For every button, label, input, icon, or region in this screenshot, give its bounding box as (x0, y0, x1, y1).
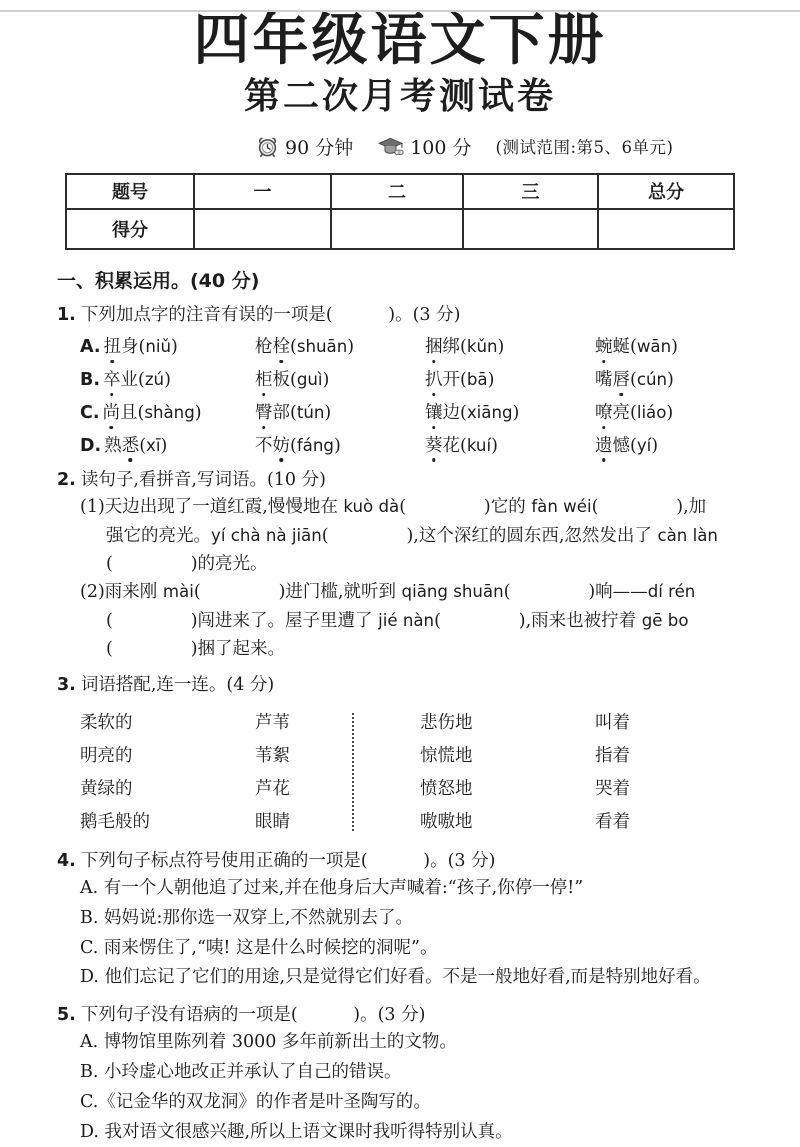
score-cell-empty (598, 209, 734, 249)
sub-item-label: (2) (80, 582, 105, 603)
pinyin-word: 嘴唇(cún) (595, 370, 674, 391)
match-word: 看着 (595, 811, 630, 832)
match-word: 嗷嗷地 (420, 811, 473, 832)
pinyin-option-row (80, 436, 748, 458)
option-line: C.《记金华的双龙洞》的作者是叶圣陶写的。 (80, 1091, 431, 1112)
match-word: 鹅毛般的 (80, 811, 150, 832)
pinyin-word: 镶边(xiāng) (425, 403, 520, 424)
duration-item (256, 133, 353, 160)
score-table (65, 173, 735, 250)
question-1 (57, 303, 748, 458)
match-word: 指着 (595, 745, 630, 766)
pinyin-word: 遗憾(yí) (595, 435, 659, 456)
pinyin-word: 不妨(fáng) (255, 435, 341, 456)
question-stem-text: 下列加点字的注音有误的一项是( )。(3 分) (80, 304, 461, 325)
option-line: B. 妈妈说:那你选一双穿上,不然就别去了。 (80, 907, 413, 928)
pinyin-word: 蜿蜒(wān) (595, 337, 678, 358)
pinyin-option-row (80, 337, 748, 359)
option-line: B. 小玲虚心地改正并承认了自己的错误。 (80, 1062, 402, 1083)
q5-options (57, 1028, 748, 1147)
option-line: D. 他们忘记了它们的用途,只是觉得它们好看。不是一般地好看,而是特别地好看。 (80, 967, 711, 988)
sub-item-label: (1) (80, 497, 105, 518)
match-word: 芦苇 (255, 712, 290, 733)
test-scope-label: (测试范围:第5、6单元) (495, 138, 674, 158)
question-5 (57, 1003, 748, 1147)
question-number: 5. (57, 1005, 76, 1026)
match-word: 明亮的 (80, 745, 133, 766)
pinyin-word: A. 扭身(niǔ) (80, 337, 178, 358)
score-header-part3: 三 (463, 174, 598, 209)
pinyin-word: 捆绑(kǔn) (425, 337, 505, 358)
question-4 (57, 849, 748, 993)
score-cell-empty (331, 209, 463, 249)
match-word: 惊慌地 (420, 745, 473, 766)
pinyin-word: 扒开(bā) (425, 370, 495, 391)
question-stem (57, 1003, 748, 1028)
match-word: 愤怒地 (420, 778, 473, 799)
pinyin-word: 枪栓(shuān) (255, 337, 355, 358)
match-word: 苇絮 (255, 745, 290, 766)
total-score-item (377, 133, 471, 160)
pinyin-word: D. 熟悉(xī) (80, 435, 168, 456)
pinyin-sentence-line: 强它的亮光。yí chà nà jiān( ),这个深红的圆东西,忽然发出了 càn làn (106, 525, 718, 546)
dotted-divider (352, 713, 354, 831)
pinyin-word: C. 尚且(shàng) (80, 403, 202, 424)
pinyin-sentence-line: (1)天边出现了一道红霞,慢慢地在 kuò dà( )它的 fàn wéi( ),加 (80, 497, 707, 518)
option-line: C. 雨来愣住了,“咦! 这是什么时候挖的洞呢”。 (80, 937, 438, 958)
pinyin-sentence-line: (2)雨来刚 mài( )进门槛,就听到 qiāng shuān( )响——dí rén (80, 582, 696, 603)
score-table-header-row (66, 174, 734, 209)
q2-items (57, 493, 748, 663)
question-stem (57, 303, 748, 328)
exam-meta-row (256, 133, 800, 160)
score-cell-empty (194, 209, 331, 249)
score-header-total: 总分 (598, 174, 734, 209)
option-line: D. 我对语文很感兴趣,所以上语文课时我听得特别认真。 (80, 1121, 513, 1142)
pinyin-option-row (80, 403, 748, 425)
match-word: 悲伤地 (420, 712, 473, 733)
score-header-part2: 二 (331, 174, 463, 209)
question-number: 2. (57, 469, 76, 490)
q3-match-grid (80, 707, 748, 839)
question-stem (57, 673, 748, 698)
graduation-cap-icon (377, 136, 404, 157)
match-word: 芦花 (255, 778, 290, 799)
score-header-topic: 题号 (66, 174, 194, 209)
alarm-clock-icon (256, 135, 279, 158)
question-number: 4. (57, 850, 76, 871)
score-cell-empty (463, 209, 598, 249)
q4-options (57, 874, 748, 993)
q1-options (57, 337, 748, 458)
pinyin-word: 臀部(tún) (255, 403, 332, 424)
pinyin-sentence-line: ( )闯进来了。屋子里遭了 jié nàn( ),雨来也被拧着 gē bo (106, 610, 689, 631)
match-word: 柔软的 (80, 712, 133, 733)
option-line: A. 有一个人朝他追了过来,并在他身后大声喊着:“孩子,你停一停!” (80, 878, 584, 899)
score-header-part1: 一 (194, 174, 331, 209)
pinyin-option-row (80, 370, 748, 392)
match-word: 哭着 (595, 778, 630, 799)
pinyin-word: B. 卒业(zú) (80, 370, 171, 391)
page-title: 四年级语文下册 (193, 8, 607, 73)
question-stem-text: 下列句子没有语病的一项是( )。(3 分) (80, 1005, 426, 1026)
pinyin-sentence-line: ( )捆了起来。 (106, 638, 286, 659)
question-2 (57, 468, 748, 663)
section-heading: 一、积累运用。(40 分) (57, 269, 260, 292)
question-stem-text: 词语搭配,连一连。(4 分) (80, 675, 275, 696)
matching-exercise (80, 707, 748, 839)
match-word: 眼睛 (255, 811, 290, 832)
question-stem-text: 读句子,看拼音,写词语。(10 分) (80, 469, 326, 490)
exam-paper-page (0, 8, 800, 1142)
total-score-label: 100 分 (410, 136, 472, 159)
question-stem (57, 468, 748, 493)
page-subtitle: 第二次月考测试卷 (243, 75, 556, 117)
pinyin-sentence-line: ( )的亮光。 (106, 553, 268, 574)
score-row-label: 得分 (66, 209, 194, 249)
question-stem (57, 849, 748, 874)
question-number: 3. (57, 675, 76, 696)
option-line: A. 博物馆里陈列着 3000 多年前新出土的文物。 (80, 1032, 457, 1053)
pinyin-word: 柜板(guì) (255, 370, 330, 391)
question-stem-text: 下列句子标点符号使用正确的一项是( )。(3 分) (80, 850, 496, 871)
question-number: 1. (57, 304, 76, 325)
pinyin-word: 嘹亮(liáo) (595, 403, 674, 424)
match-word: 叫着 (595, 712, 630, 733)
pinyin-word: 葵花(kuí) (425, 435, 498, 456)
score-table-score-row (66, 209, 734, 249)
duration-label: 90 分钟 (285, 136, 354, 159)
question-3 (57, 673, 748, 838)
match-word: 黄绿的 (80, 778, 133, 799)
